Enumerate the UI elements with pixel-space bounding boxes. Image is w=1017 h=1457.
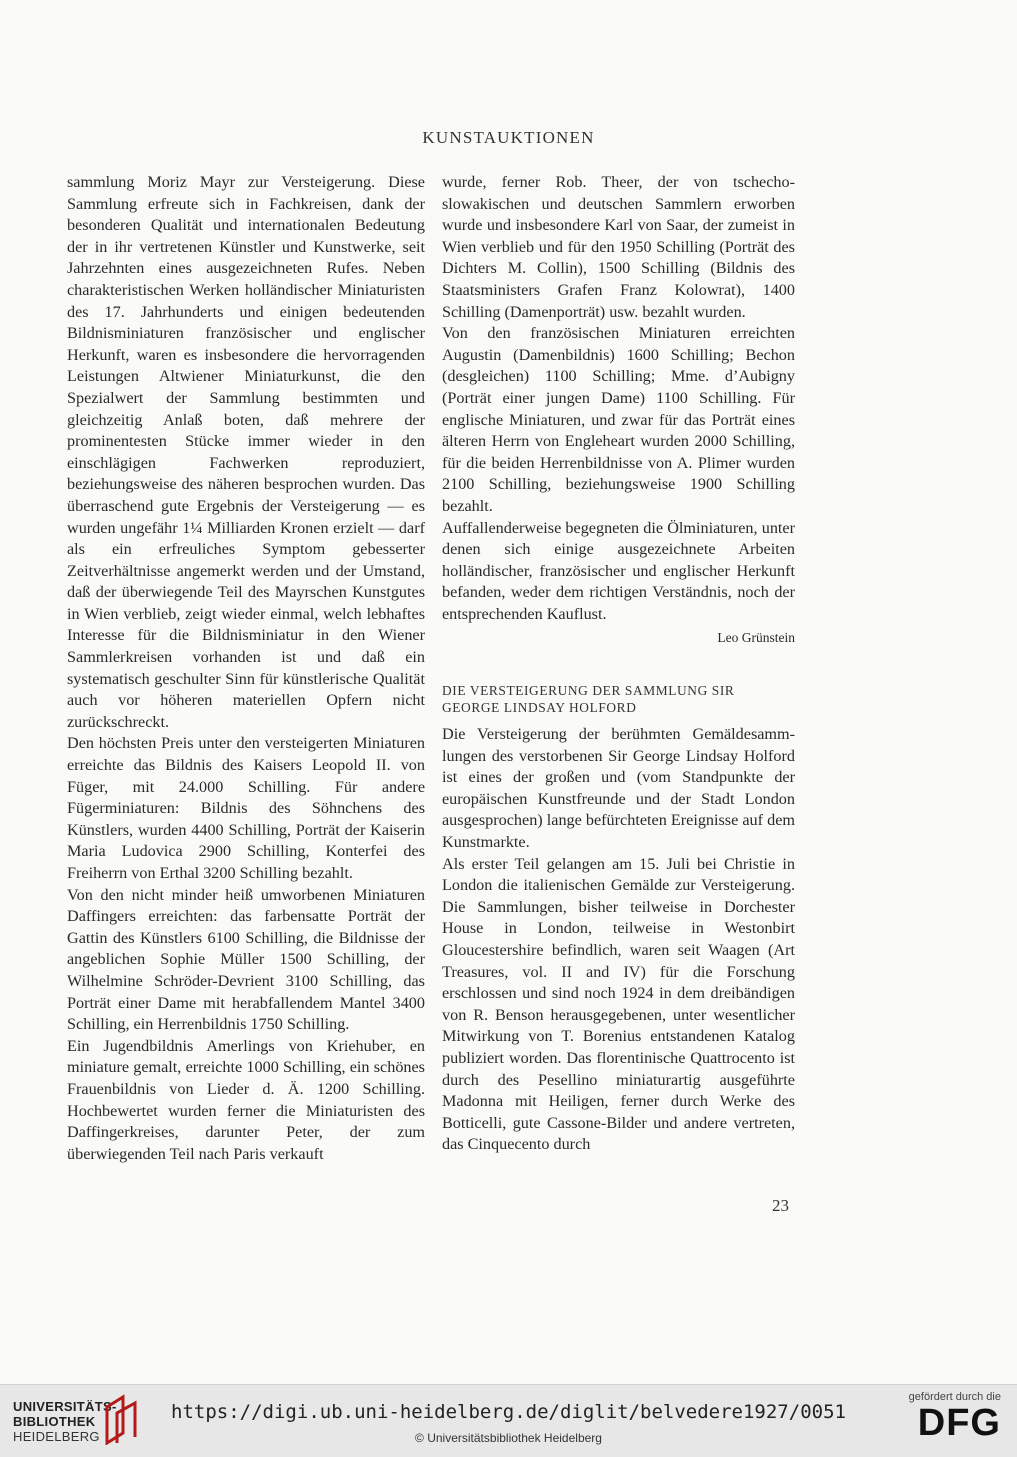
library-logo-line: BIBLIOTHEK xyxy=(13,1414,96,1429)
dfg-caption: gefördert durch die xyxy=(908,1391,1001,1403)
paragraph: sammlung Moriz Mayr zur Versteigerung. Diese Sammlung erfreute sich in Fachkreisen, dank der besonderen Qualität und internationalen Bedeutung der in ihr vertretenen Künstler und Kunstwerke, seit Jahrzehnten eines ausgezeichneten Rufes. Neben charakteristischen Werken holländischer Miniaturisten des 17. Jahrhunderts und einigen bedeutenden Bildnisminiaturen französischer und englischer Herkunft, waren es insbesondere die hervorragenden Leistungen Altwiener Miniaturkunst, die den Spezialwert der Sammlung bestimmten und gleichzeitig Anlaß boten, daß mehrere der prominentesten Stücke immer wieder in den einschlägigen Fachwerken reproduziert, beziehungsweise des näheren besprochen wurden. Das überraschend gute Ergebnis der Versteigerung — es wurden ungefähr 1¼ Milliarden Kronen erzielt — darf als ein erfreuliches Symptom gebesserter Zeitverhältnisse angemerkt werden und der Umstand, daß der überwiegende Teil des Mayrschen Kunstgutes in Wien verblieb, zeigt wieder einmal, welch lebhaftes Interesse für die Bildnisminiatur in den Wiener Sammlerkreisen vorhanden ist und daß ein systematisch geschulter Sinn für künstlerische Qualität auch vor höheren materiellen Opfern nicht zurückschreckt. xyxy=(67,173,425,731)
dfg-funding-logo[interactable] xyxy=(909,1391,1001,1443)
page-number: 23 xyxy=(772,1196,789,1215)
running-title: KUNSTAUKTIONEN xyxy=(422,128,595,147)
paragraph: Von den französischen Miniaturen erreichten Augustin (Damenbildnis) 1600 Schilling; Bechon (desgleichen) 1100 Schilling; Mme. d’Aubigny (Porträt einer jungen Dame) 1100 Schilling. Für englische Miniaturen, und zwar für das Porträt eines älteren Herrn von Engleheart wurden 2000 Schilling, für die beiden Herrenbildnisse von A. Plimer wurden 2100 Schilling, beziehungsweise 1900 Schilling bezahlt. xyxy=(442,324,795,515)
paragraph: Die Versteigerung der berühmten Gemäldesammlungen des verstorbenen Sir George Lindsay Holford ist eines der großen und (vom Standpunkte der europäischen Kunstfreunde und der Stadt London ausgesprochen) lange befürchteten Ereignisse auf dem Kunstmarkte. xyxy=(442,725,795,852)
library-logo-line: HEIDELBERG xyxy=(13,1429,100,1444)
paragraph: Von den nicht minder heiß umworbenen Miniaturen Daffingers erreichten: das farbensatte Porträt der Gattin des Künstlers 6100 Schilling, die Bildnisse der angeblichen Sophie Müller 1500 Schilling, der Wilhelmine Schröder-Devrient 3100 Schilling, das Porträt einer Dame mit herabfallendem Mantel 3400 Schilling, ein Herrenbildnis 1750 Schilling. xyxy=(67,885,425,1034)
right-column xyxy=(442,172,795,1156)
paragraph: Ein Jugendbildnis Amerlings von Kriehuber, en miniature gemalt, erreichte 1000 Schilling, ein schönes Frauenbildnis von Lieder d. Ä. 1200 Schilling. Hochbewertet wurden ferner die Miniaturisten des Daffingerkreises, darunter Peter, der zum überwiegenden Teil nach Paris verkauft xyxy=(67,1036,425,1163)
footer-bar xyxy=(0,1384,1017,1457)
document-url-link[interactable]: https://digi.ub.uni-heidelberg.de/diglit/belvedere1927/0051 xyxy=(171,1401,846,1423)
copyright-notice: © Universitätsbibliothek Heidelberg xyxy=(415,1431,602,1445)
paragraph: Den höchsten Preis unter den versteigerten Miniaturen erreichte das Bildnis des Kaisers Leopold II. von Füger, mit 24.000 Schilling. Für andere Fügerminiaturen: Bildnis des Söhnchens des Künstlers, wurden 4400 Schilling, Porträt der Kaiserin Maria Ludovica 2900 Schilling, Konterfei des Freiherrn von Erthal 3200 Schilling bezahlt. xyxy=(67,734,425,882)
section-heading-line: GEORGE LINDSAY HOLFORD xyxy=(442,699,637,715)
author-signature: Leo Grünstein xyxy=(717,630,795,646)
paragraph: Als erster Teil gelangen am 15. Juli bei Christie in London die italienischen Gemälde zur Versteigerung. Die Sammlungen, bisher teilweise in Dorchester House in London, teilweise in Westonbirt Gloucestershire befindlich, waren seit Waagen (Art Treasures, vol. II and IV) für die Forschung erschlossen und sind noch 1924 in dem dreibändigen von R. Benson herausgegebenen, unter wesentlicher Mitwirkung von T. Borenius entstandenen Katalog publiziert worden. Das florentinische Quattrocento ist durch des Pesellino miniaturartig ausgeführte Madonna mit Heiligen, ferner durch Werke des Botticelli, gute Cassone-Bilder und andere vertreten, das Cinquecento durch xyxy=(442,854,795,1154)
left-column xyxy=(67,172,425,1165)
paragraph: wurde, ferner Rob. Theer, der von tschechoslowakischen und deutschen Sammlern erworben wurde und insbesondere Karl von Saar, der zumeist in Wien verblieb und für den 1950 Schilling (Porträt des Dichters M. Collin), 1500 Schilling (Bildnis des Staatsministers Grafen Franz Kolowrat), 1400 Schilling (Damenporträt) usw. bezahlt wurden. xyxy=(442,173,795,321)
paragraph: Auffallenderweise begegneten die Ölminiaturen, unter denen sich einige ausgezeichnete Arbeiten holländischer, französischer und englischer Herkunft befanden, weder dem richtigen Verständnis, noch der entsprechenden Kauflust. xyxy=(442,518,795,623)
section-heading xyxy=(442,683,795,716)
library-logo-line: UNIVERSITÄTS- xyxy=(13,1399,117,1414)
dfg-logo-text: DFG xyxy=(917,1402,1001,1444)
section-heading-line: DIE VERSTEIGERUNG DER SAMMLUNG SIR xyxy=(442,683,735,699)
